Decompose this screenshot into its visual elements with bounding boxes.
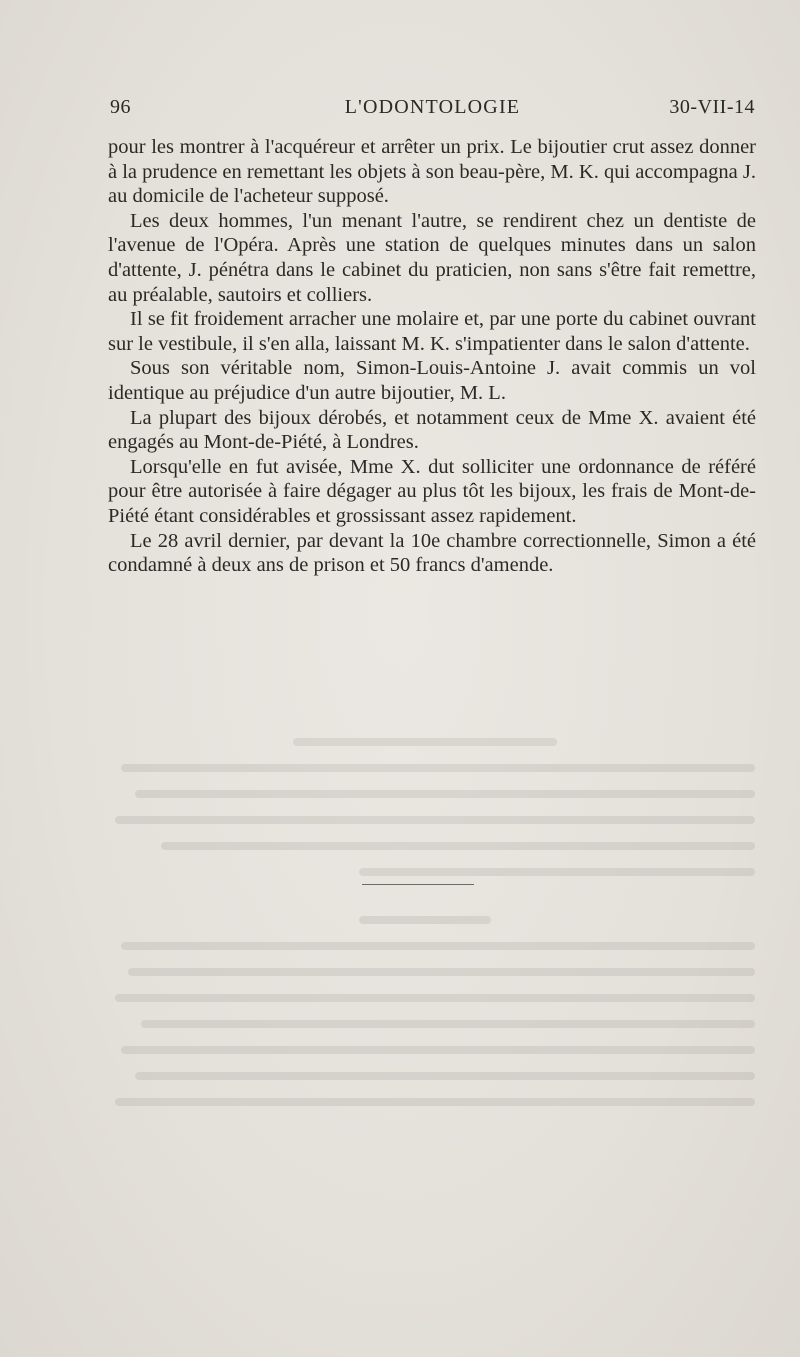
paragraph-2: Les deux hommes, l'un menant l'autre, se rendirent chez un dentiste de l'avenue de l'Opéra. Après une station de quelques minutes dans un salon d'attente, J. pénétra dans le cabinet du praticien, non sans s'être fait remettre, au préalable, sautoirs et colliers. [108, 209, 756, 306]
paragraph-4: Sous son véritable nom, Simon-Louis-Antoine J. avait commis un vol identique au préjudice d'un autre bijoutier, M. L. [108, 357, 756, 404]
article-body [108, 135, 756, 578]
journal-title: L'ODONTOLOGIE [344, 96, 521, 118]
paragraph-7: Le 28 avril dernier, par devant la 10e chambre correctionnelle, Simon a été condamné à deux ans de prison et 50 francs d'amende. [108, 529, 756, 577]
page-number: 96 [110, 96, 131, 118]
paragraph-5: La plupart des bijoux dérobés, et notamment ceux de Mme X. avaient été engagés au Mont-de-Piété, à Londres. [108, 406, 756, 454]
section-divider [362, 884, 474, 885]
paragraph-6: Lorsqu'elle en fut avisée, Mme X. dut solliciter une ordonnance de référé pour être autorisée à faire dégager au plus tôt les bijoux, les frais de Mont-de-Piété étant considérables et grossissant assez rapidement. [108, 455, 756, 527]
issue-date: 30-VII-14 [669, 96, 755, 118]
running-header [110, 96, 755, 126]
bleed-through-texture [95, 720, 755, 1200]
paragraph-3: Il se fit froidement arracher une molaire et, par une porte du cabinet ouvrant sur le vestibule, il s'en alla, laissant M. K. s'impatienter dans le salon d'attente. [108, 308, 756, 355]
paragraph-1: pour les montrer à l'acquéreur et arrêter un prix. Le bijoutier crut assez donner à la prudence en remettant les objets à son beau-père, M. K. qui accompagna J. au domicile de l'acheteur supposé. [108, 136, 756, 208]
